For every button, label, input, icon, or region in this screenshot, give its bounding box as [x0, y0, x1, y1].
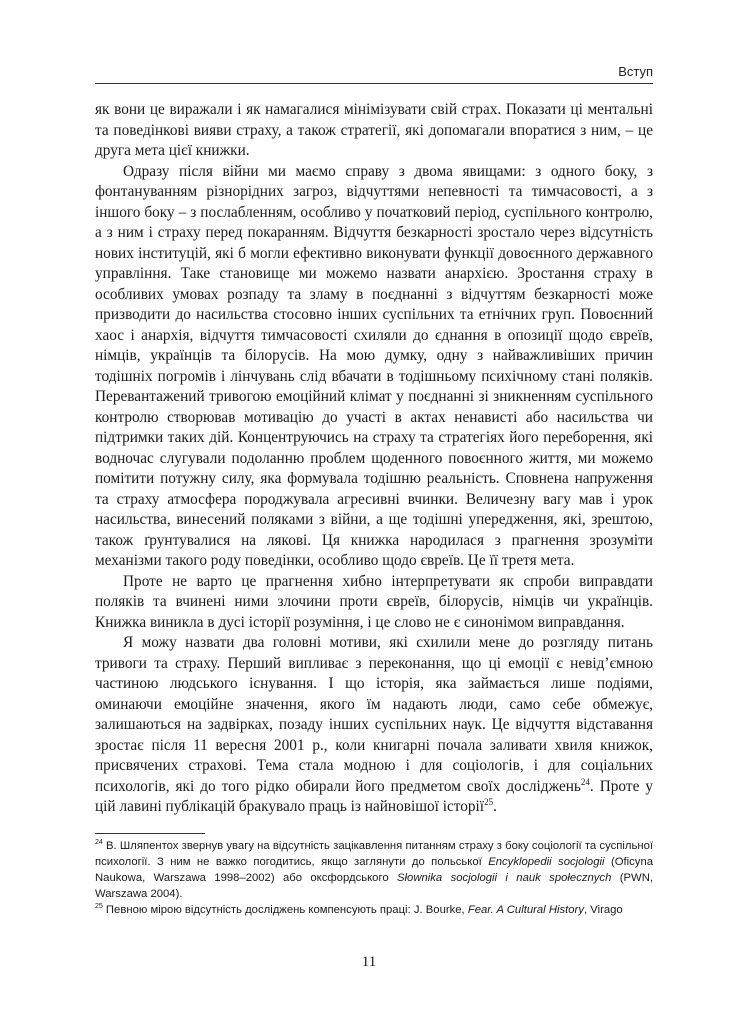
paragraph-2: Одразу після війни ми маємо справу з двома явищами: з одного боку, з фонтануванням різнорідних загроз, відчуттями непевності та тимчасовості, а з іншого боку – з послабленням, особливо у початковий період, суспільного контролю, а з ним і страху перед покаранням. Відчуття безкарності зростало через відсутність нових інституцій, які б могли ефективно виконувати функції довоєнного державного управління. Таке становище ми можемо назвати анархією. Зростання страху в особливих умовах розпаду та зламу в поєднанні з відчуттям безкарності може призводити до насильства стосовно інших суспільних та етнічних груп. Повоєнний хаос і анархія, відчуття тимчасовості схиляли до єднання в опозиції щодо євреїв, німців, українців та білорусів. На мою думку, одну з найважливіших причин тодішніх погромів і лінчувань слід вбачати в тодішньому психічному стані поляків. Перевантажений тривогою емоційний клімат у поєднанні зі зникненням суспільного контролю створював мотивацію до участі в актах ненависті або насильства чи підтримки таких дій. Концентруючись на страху та стратегіях його переборення, які водночас слугували подоланню проблем щоденного повоєнного життя, ми можемо помітити потужну силу, яка формувала тодішню реальність. Сповнена напруження та страху атмосфера породжувала агресивні вчинки. Величезну вагу мав і урок насильства, винесений поляками з війни, а ще тодішні упередження, які, зрештою, також ґрунтувалися на лякові. Ця книжка народилася з прагнення зрозуміти механізми такого роду поведінки, особливо щодо євреїв. Це її третя мета.	[95, 162, 653, 569]
footnote-25: $^{25}$ Певною мірою відсутність досліджень компенсують праці: J. Bourke, Fear. A Cultural History, Virago	[95, 903, 623, 916]
footnotes	[95, 838, 653, 918]
running-head: Вступ	[618, 64, 653, 79]
italic-title: Słownika socjologii i nauk społecznych	[397, 872, 612, 884]
italic-title: Encyklopedii socjologii	[488, 856, 605, 868]
italic-title: Fear. A Cultural History	[467, 904, 584, 916]
paragraph-3: Проте не варто це прагнення хибно інтерпретувати як спроби виправдати поляків та вчинені ними злочини проти євреїв, білорусів, німців чи українців. Книжка виникла в дусі історії розуміння, і це слово не є синонімом виправдання.	[95, 572, 653, 631]
footnote-reference: 25	[95, 903, 103, 911]
paragraph-1: як вони це виражали і як намагалися мінімізувати свій страх. Показати ці ментальні та поведінкові вияви страху, а також стратегії, які допомагали впоратися з ним, – це друга мета цієї книжки.	[95, 101, 653, 159]
footnote-rule	[95, 833, 205, 834]
footnote-reference: 24	[95, 839, 103, 847]
body-text	[95, 100, 653, 818]
header-rule	[95, 83, 653, 84]
footnote-24: $^{24}$ В. Шляпентох звернув увагу на відсутність зацікавлення питанням страху з боку соціології та суспільної психології. З ним не важко погодитись, якщо заглянути до польської Encyklopedii socjologii (Oficyna Naukowa, Warszawa 1998–2002) або оксфордського Słownika socjologii i nauk społecznych (PWN, Warszawa 2004).	[95, 839, 654, 900]
footnote-reference: 24	[580, 776, 590, 787]
footnote-reference: 25	[484, 796, 494, 807]
paragraph-4: Я можу назвати два головні мотиви, які схилили мене до розгляду питань тривоги та страху. Перший випливає з переконання, що ці емоції є невід’ємною частиною людського існування. І що історія, яка займається лише подіями, оминаючи емоційне значення, якого їм надають люди, само себе обмежує, залишаються на задвірках, позаду інших суспільних наук. Це відчуття відставання зростає після 11 вересня 2001 р., коли книгарні почала заливати хвиля книжок, присвячених страхові. Тема стала модною і для соціологів, і для соціальних психологів, які до того рідко обирали його предметом своїх досліджень$^{24}$. Проте у цій лавині публікацій бракувало праць із найновішої історії$^{25}$.	[95, 634, 654, 815]
page-number: 11	[361, 954, 377, 970]
